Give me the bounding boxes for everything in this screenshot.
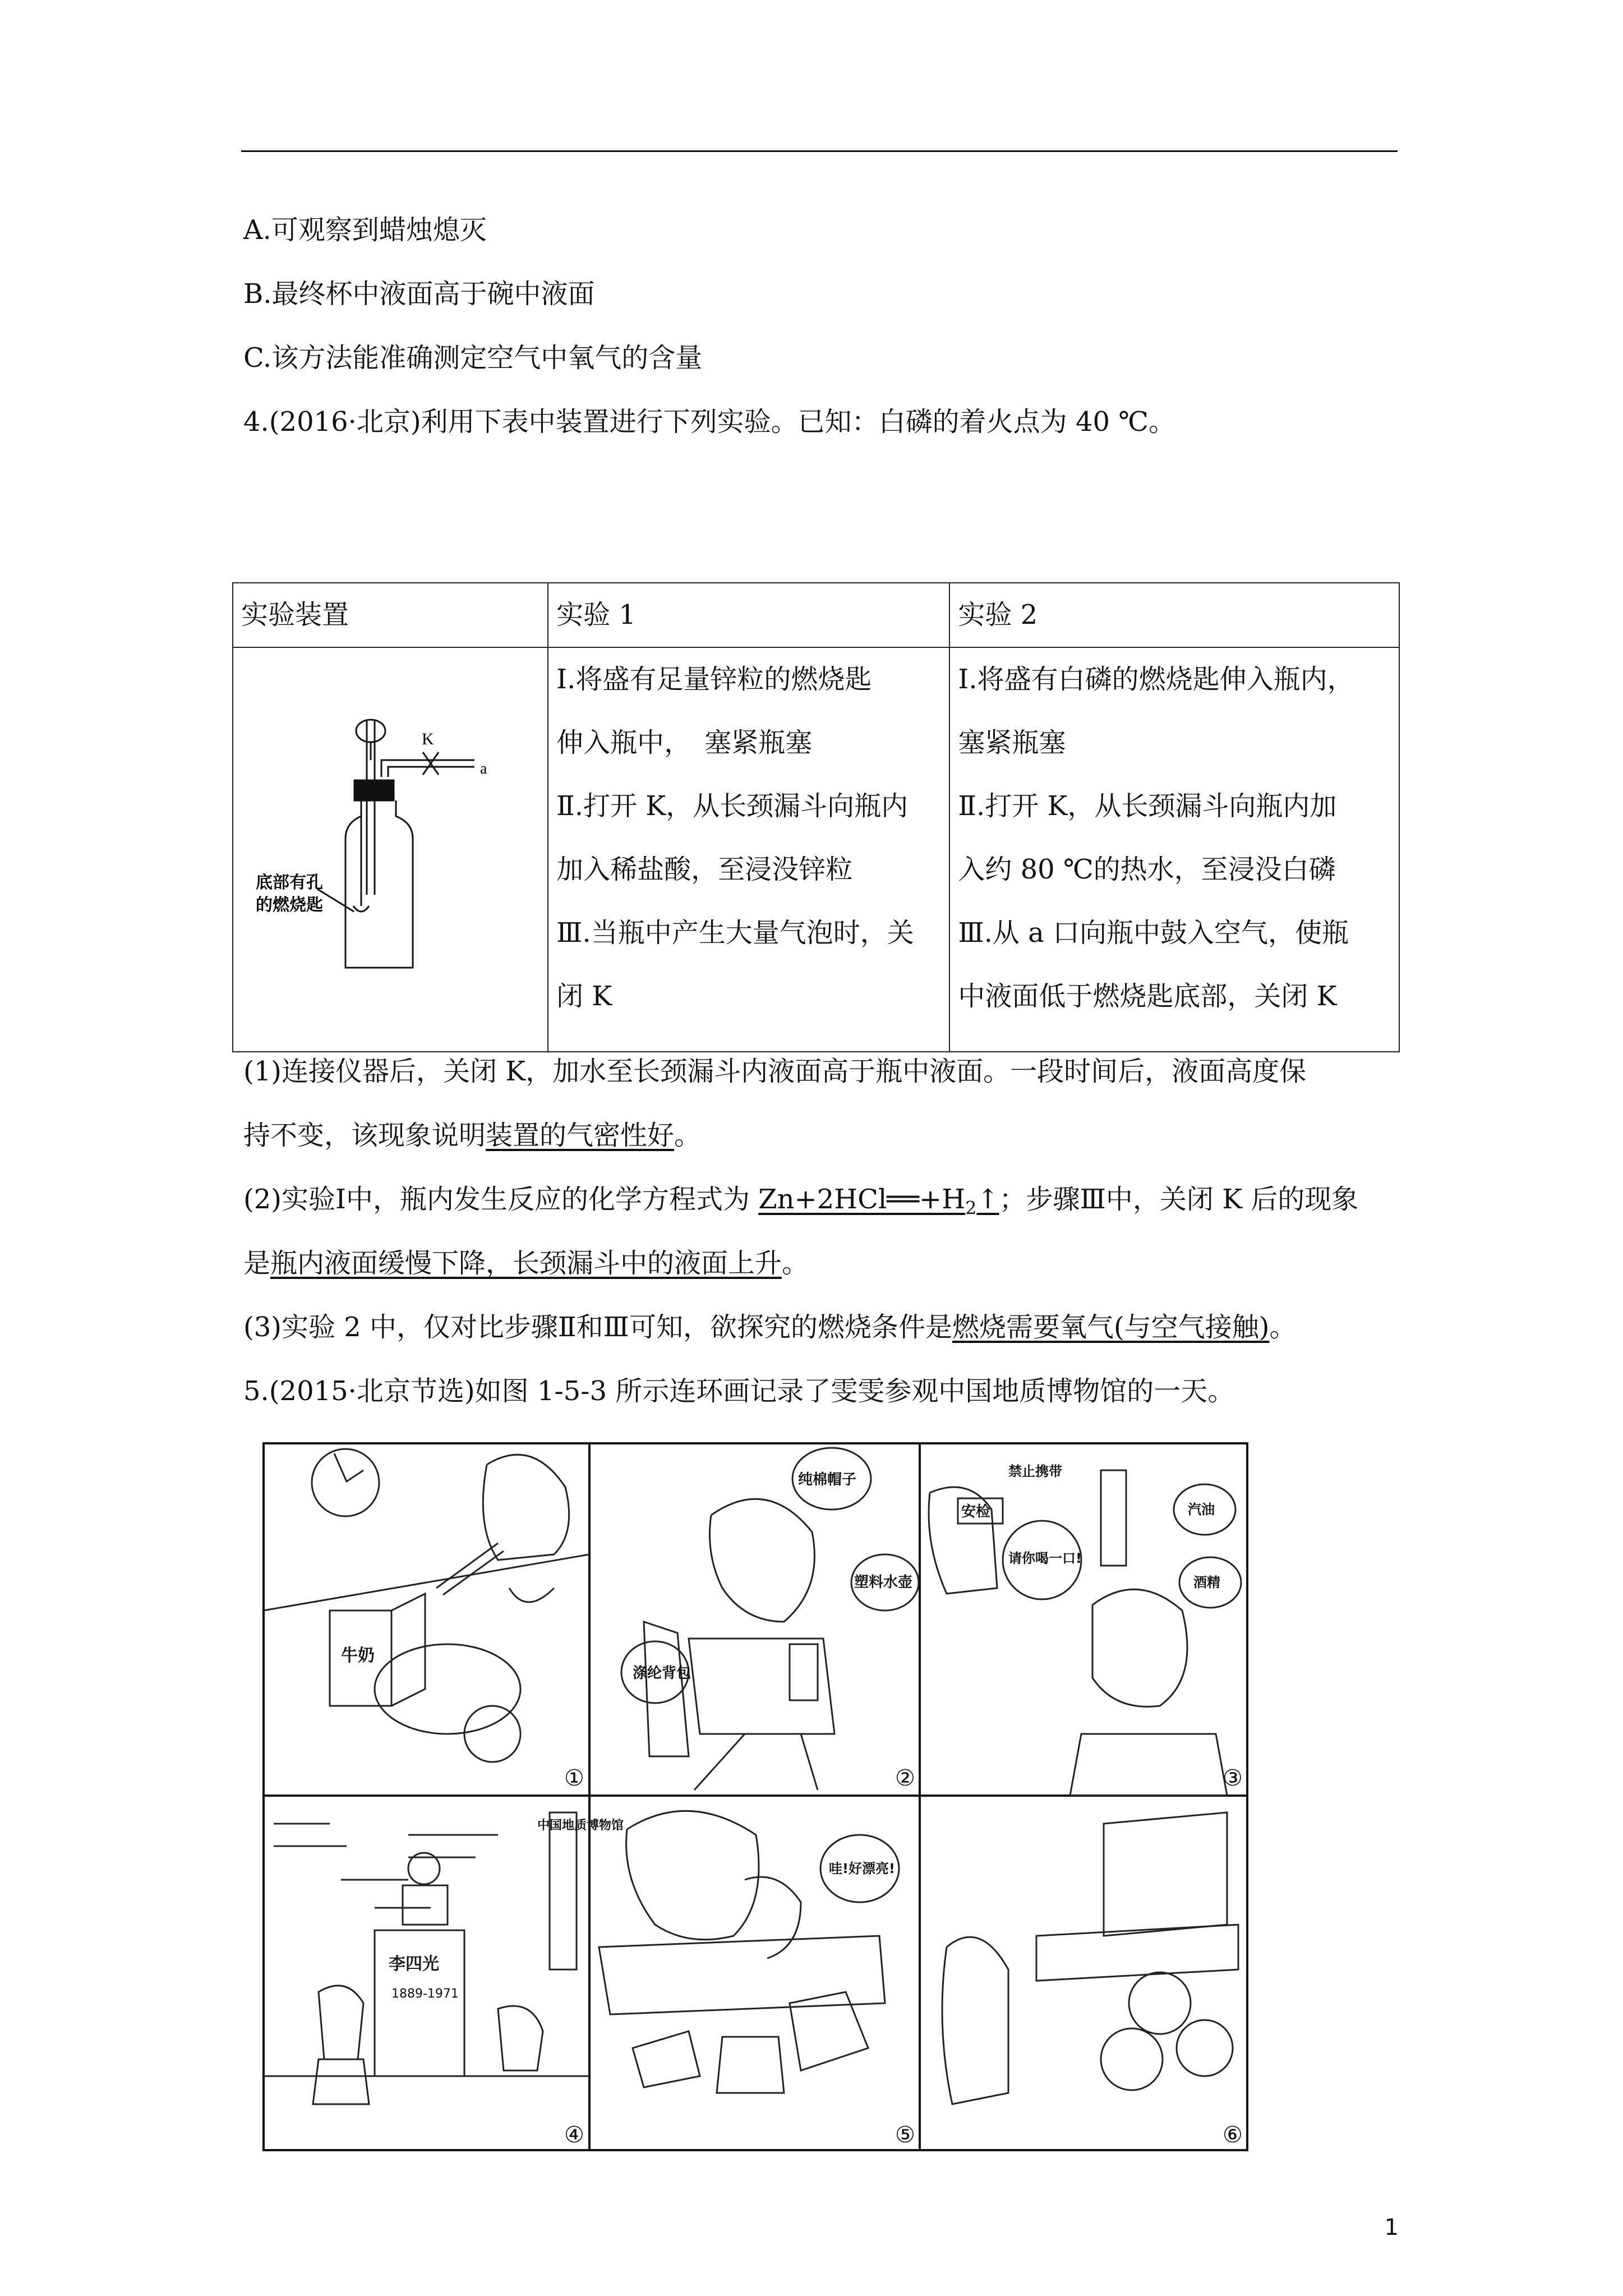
header-exp2: 实验 2 bbox=[949, 583, 1399, 647]
panel-num: ⑤ bbox=[895, 2122, 915, 2148]
panel-num: ③ bbox=[1223, 1765, 1243, 1791]
museum-sign: 中国地质博物馆 bbox=[537, 1819, 624, 1833]
comic-strip bbox=[262, 1442, 1248, 2151]
label-k: K bbox=[422, 730, 434, 748]
header-exp1: 实验 1 bbox=[548, 583, 949, 647]
header-rule bbox=[241, 150, 1398, 152]
bubble-plastic-bottle: 塑料水壶 bbox=[854, 1574, 913, 1591]
gas-arrow: ↑ bbox=[976, 1184, 999, 1215]
bubble-wow: 哇!好漂亮! bbox=[829, 1861, 895, 1876]
answer-text: 。 bbox=[674, 1120, 702, 1151]
exp2-line: Ⅰ.将盛有白磷的燃烧匙伸入瓶内， bbox=[958, 664, 1354, 695]
exp2-line: 入约 80 ℃的热水，至浸没白磷 bbox=[958, 854, 1336, 885]
answer-text: 持不变，该现象说明 bbox=[243, 1120, 486, 1151]
exp1-line: Ⅰ.将盛有足量锌粒的燃烧匙 bbox=[556, 664, 872, 695]
answer-2-fill: 瓶内液面缓慢下降，长颈漏斗中的液面上升 bbox=[270, 1248, 782, 1279]
exp1-line: Ⅲ.当瓶中产生大量气泡时，关 bbox=[556, 917, 914, 949]
apparatus-cell bbox=[233, 647, 548, 1052]
answer-text: (3)实验 2 中，仅对比步骤Ⅱ和Ⅲ可知，欲探究的燃烧条件是 bbox=[243, 1312, 952, 1343]
answer-2-line-1 bbox=[243, 1182, 1358, 1225]
label-spoon-2: 的燃烧匙 bbox=[256, 895, 323, 915]
equation-text: Zn+2HCl══+H bbox=[758, 1184, 966, 1215]
answer-3 bbox=[243, 1310, 1296, 1344]
answer-2-line-2 bbox=[243, 1246, 809, 1280]
question-5: 5.(2015·北京节选)如图 1-5-3 所示连环画记录了雯雯参观中国地质博物馆的一天。 bbox=[243, 1375, 1235, 1407]
bubble-polyester-bag: 涤纶背包 bbox=[633, 1665, 691, 1682]
equation-fill bbox=[758, 1184, 999, 1219]
answer-3-fill: 燃烧需要氧气(与空气接触) bbox=[952, 1312, 1270, 1343]
label-spoon-1: 底部有孔 bbox=[256, 873, 323, 892]
exp2-line: Ⅱ.打开 K，从长颈漏斗向瓶内加 bbox=[958, 790, 1337, 822]
sign-prohibited: 禁止携带 bbox=[1008, 1464, 1062, 1479]
exp1-cell bbox=[548, 647, 949, 1052]
option-a: A.可观察到蜡烛熄灭 bbox=[243, 214, 487, 246]
panel-num: ② bbox=[895, 1765, 915, 1791]
option-b: B.最终杯中液面高于碗中液面 bbox=[243, 278, 595, 310]
answer-1-line-1: (1)连接仪器后，关闭 K，加水至长颈漏斗内液面高于瓶中液面。一段时间后，液面高度保 bbox=[243, 1056, 1307, 1087]
question-4: 4.(2016·北京)利用下表中装置进行下列实验。已知：白磷的着火点为 40 ℃。 bbox=[243, 406, 1175, 438]
bubble-cotton-cap: 纯棉帽子 bbox=[798, 1471, 857, 1488]
exp2-line: 塞紧瓶塞 bbox=[958, 727, 1066, 758]
page-number: 1 bbox=[1384, 2215, 1399, 2240]
panel-num: ⑥ bbox=[1223, 2122, 1243, 2148]
label-alcohol: 酒精 bbox=[1193, 1575, 1220, 1590]
exp2-cell bbox=[949, 647, 1399, 1052]
statue-name: 李四光 bbox=[389, 1954, 439, 1974]
answer-text: 。 bbox=[782, 1248, 809, 1279]
label-a: a bbox=[480, 760, 487, 777]
answer-1-fill: 装置的气密性好 bbox=[486, 1120, 675, 1151]
bubble-drink: 请你喝一口! bbox=[1008, 1550, 1082, 1566]
answer-text: (2)实验Ⅰ中，瓶内发生反应的化学方程式为 bbox=[243, 1184, 759, 1215]
milk-label: 牛奶 bbox=[341, 1646, 375, 1665]
exp1-line: Ⅱ.打开 K，从长颈漏斗向瓶内 bbox=[556, 790, 909, 822]
security-label: 安检 bbox=[961, 1503, 991, 1520]
option-c: C.该方法能准确测定空气中氧气的含量 bbox=[243, 342, 703, 374]
panel-num: ④ bbox=[564, 2122, 584, 2148]
experiment-table bbox=[232, 582, 1400, 1052]
header-apparatus: 实验装置 bbox=[233, 583, 548, 647]
answer-text: 。 bbox=[1269, 1312, 1297, 1343]
exp1-line: 闭 K bbox=[556, 981, 612, 1012]
apparatus-diagram bbox=[233, 648, 534, 1028]
exp2-line: 中液面低于燃烧匙底部，关闭 K bbox=[958, 981, 1337, 1012]
exp2-line: Ⅲ.从 a 口向瓶中鼓入空气，使瓶 bbox=[958, 917, 1349, 949]
statue-years: 1889-1971 bbox=[391, 1987, 459, 2001]
answer-1-line-2 bbox=[243, 1119, 701, 1152]
panel-num: ① bbox=[564, 1765, 584, 1791]
answer-text: 是 bbox=[243, 1248, 271, 1279]
exp1-line: 伸入瓶中， 塞紧瓶塞 bbox=[556, 727, 813, 758]
answer-text: ；步骤Ⅲ中，关闭 K 后的现象 bbox=[999, 1184, 1359, 1215]
equation-subscript: 2 bbox=[965, 1197, 977, 1219]
label-gasoline: 汽油 bbox=[1188, 1502, 1215, 1517]
exp1-line: 加入稀盐酸，至浸没锌粒 bbox=[556, 854, 853, 885]
